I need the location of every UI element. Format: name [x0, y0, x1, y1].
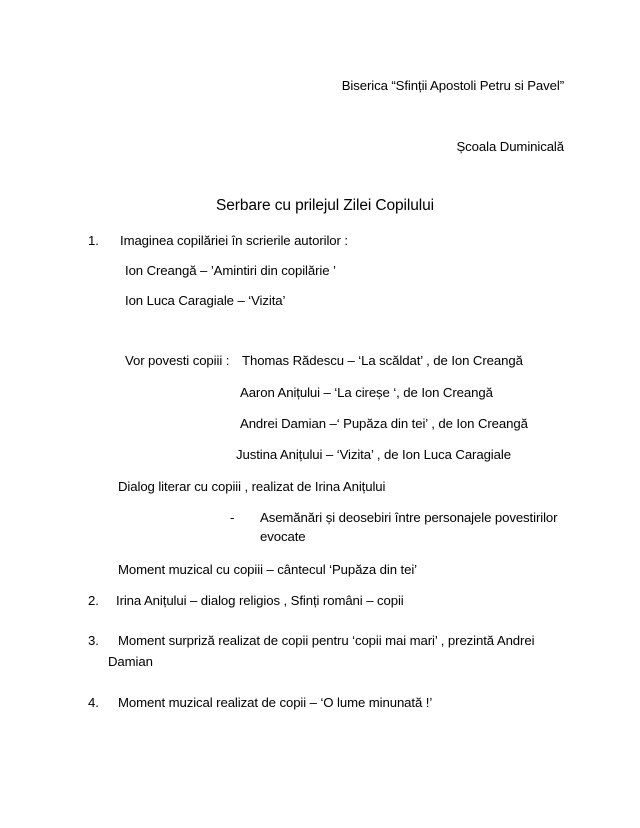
music-line: Moment muzical cu copiii – cântecul ‘Pupăza din tei’ — [118, 562, 417, 577]
item-4-text: Moment muzical realizat de copii – ‘O lume minunată !’ — [118, 695, 433, 710]
item-3-text-line1: Moment surpriză realizat de copii pentru ‘copii mai mari’ , prezintă Andrei — [118, 633, 535, 648]
item-3-text-line2: Damian — [108, 654, 153, 669]
school-header: Școala Duminicală — [456, 139, 564, 154]
page-title: Serbare cu prilejul Zilei Copilului — [216, 197, 434, 214]
story-4: Justina Anițului – ‘Vizita’ , de Ion Luca Caragiale — [236, 447, 511, 462]
bullet-text-line1: Asemănări și deosebiri între personajele povestirilor — [260, 510, 558, 525]
bullet-text-line2: evocate — [260, 529, 306, 544]
stories-prefix: Vor povesti copiii : — [125, 353, 230, 368]
story-2: Aaron Anițului – ‘La cireșe ‘, de Ion Creangă — [240, 385, 493, 400]
item-2-number: 2. — [88, 593, 99, 608]
item-2-text: Irina Anițului – dialog religios , Sfinți români – copii — [116, 593, 404, 608]
bullet-dash: - — [230, 510, 235, 525]
item-1-number: 1. — [88, 233, 99, 248]
item-1-text: Imaginea copilăriei în scrierile autorilor : — [120, 233, 348, 248]
story-1: Thomas Rădescu – ‘La scăldat’ , de Ion Creangă — [242, 353, 523, 368]
church-header: Biserica “Sfinții Apostoli Petru si Pavel” — [341, 78, 564, 93]
dialog-line: Dialog literar cu copiii , realizat de Irina Anițului — [118, 479, 386, 494]
work-caragiale: Ion Luca Caragiale – ‘Vizita’ — [125, 293, 286, 308]
item-4-number: 4. — [88, 695, 99, 710]
work-creanga: Ion Creangă – ’Amintiri din copilărie ’ — [125, 263, 336, 278]
story-3: Andrei Damian –‘ Pupăza din tei’ , de Ion Creangă — [240, 416, 528, 431]
item-3-number: 3. — [88, 633, 99, 648]
